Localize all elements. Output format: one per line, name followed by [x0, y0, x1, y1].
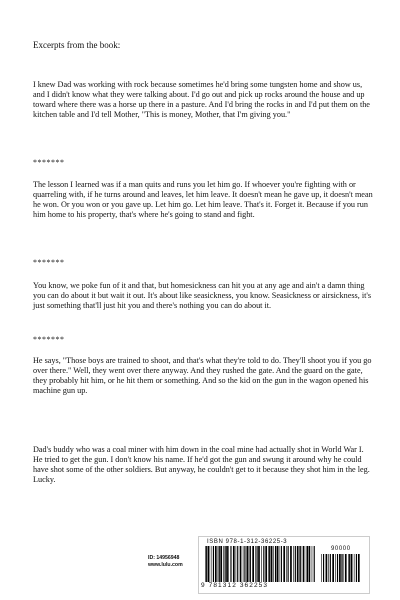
isbn-label: ISBN 978-1-312-36225-3 [207, 539, 288, 545]
excerpt-paragraph-3: You know, we poke fun of it and that, but homesickness can hit you at any age and ain't a damn thing you can do about it but wait it out. It's about like seasickness, you know. Seasickness or airsickness, it's just something that'll just hit you and there's nothing you can do about it. [33, 281, 372, 310]
section-separator-1: ******* [33, 158, 65, 167]
publisher-id: ID: 14956948 [148, 555, 180, 561]
excerpts-heading: Excerpts from the book: [33, 40, 121, 50]
excerpt-paragraph-1: I knew Dad was working with rock because sometimes he'd bring some tungsten home and show us, and I didn't know what they were talking about. I'd go out and pick up rocks around the house and up toward where there was a horse up there in a pasture. And I'd bring the rocks in and I'd put them on the kitchen table and I'd tell Mother, "This is money, Mother, that I'm giving you." [33, 80, 370, 119]
excerpt-paragraph-4: He says, "Those boys are trained to shoot, and that's what they're told to do. They'll shoot you if you go over there." Well, they went over there anyway. And they rushed the gate. And the guard on the gate, they probably hit him, or he hit them or something. And so the kid on the gun in the wagon opened his machine gun up. [33, 356, 372, 395]
isbn-barcode [198, 536, 370, 594]
excerpt-paragraph-2: The lesson I learned was if a man quits and runs you let him go. If whoever you're fighting with or quarreling with, if he turns around and leaves, let him leave. It doesn't mean he gave up, it doesn't mean he won. Or you won or you gave up. Let him go. Let him leave. That's it. Forget it. Because if you run him home to his property, that's where he's going to stand and fight. [33, 180, 373, 219]
barcode-addon-bars [321, 554, 361, 582]
publisher-id-block [148, 555, 183, 569]
publisher-url: www.lulu.com [148, 562, 183, 568]
section-separator-3: ******* [33, 335, 65, 344]
isbn-digits: 9 781312 362253 [201, 582, 269, 589]
excerpt-paragraph-5: Dad's buddy who was a coal miner with him down in the coal mine had actually shot in World War I. He tried to get the gun. I don't know his name. If he'd got the gun and swung it around why he could have shot some of the other soldiers. But anyway, he couldn't get to it because they shot him in the leg. Lucky. [33, 445, 370, 484]
barcode-main-bars [205, 546, 315, 582]
section-separator-2: ******* [33, 258, 65, 267]
price-code: 90000 [331, 546, 351, 552]
